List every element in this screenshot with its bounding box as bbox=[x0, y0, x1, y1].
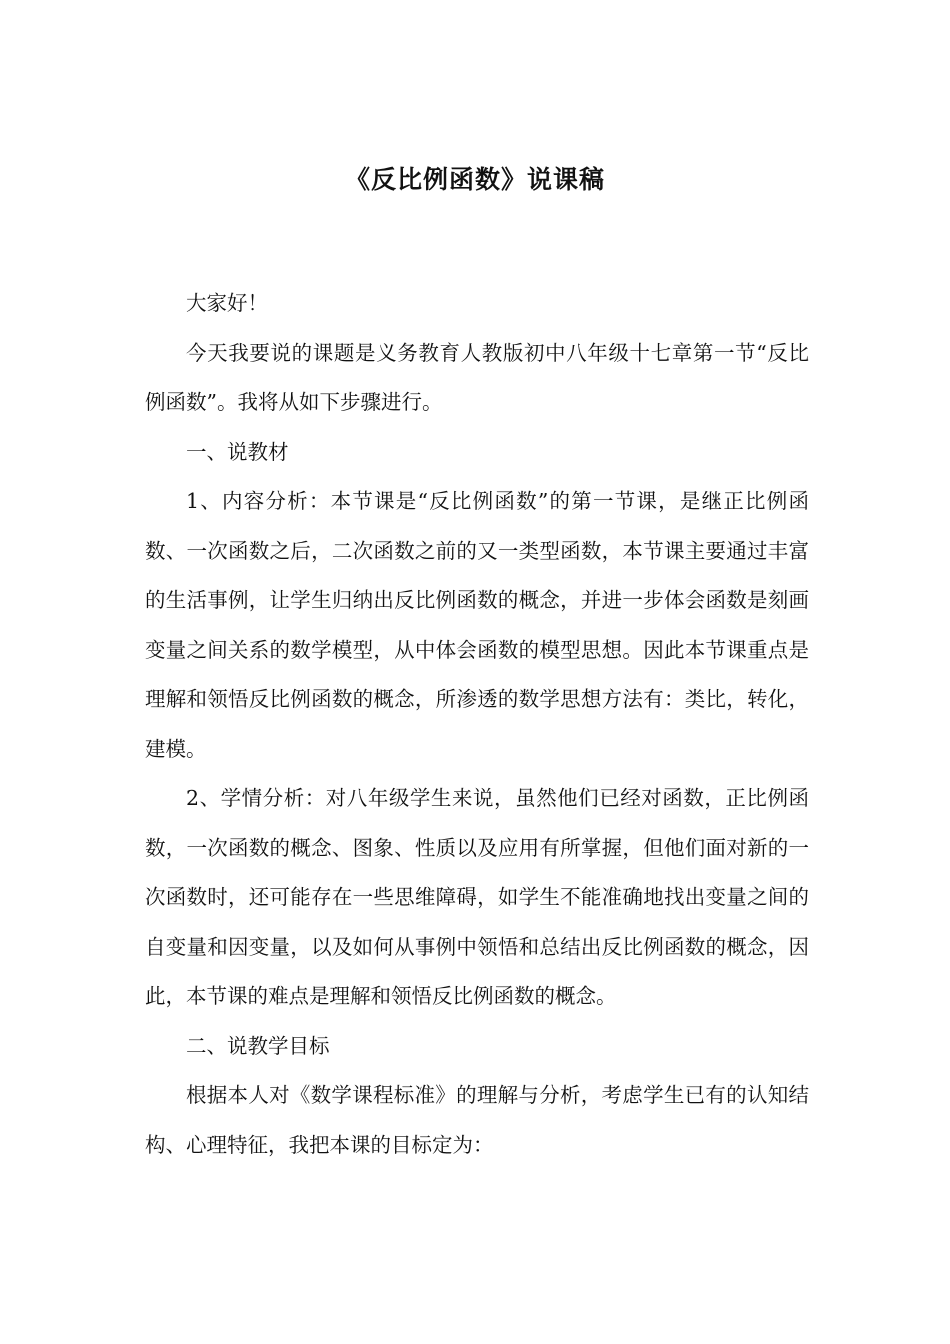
student-analysis-paragraph: 2、学情分析：对八年级学生来说，虽然他们已经对函数，正比例函数，一次函数的概念、图象、性质以及应用有所掌握，但他们面对新的一次函数时，还可能存在一些思维障碍，如学生不能准确地找出变量之间的自变量和因变量，以及如何从事例中领悟和总结出反比例函数的概念，因此，本节课的难点是理解和领悟反比例函数的概念。 bbox=[145, 786, 809, 1008]
intro-paragraph: 今天我要说的课题是义务教育人教版初中八年级十七章第一节“反比例函数”。我将从如下步骤进行。 bbox=[145, 340, 809, 414]
objectives-intro-paragraph: 根据本人对《数学课程标准》的理解与分析，考虑学生已有的认知结构、心理特征，我把本课的目标定为： bbox=[145, 1083, 809, 1157]
greeting-paragraph: 大家好！ bbox=[186, 291, 268, 315]
content-analysis-paragraph: 1、内容分析：本节课是“反比例函数”的第一节课，是继正比例函数、一次函数之后，二次函数之前的又一类型函数，本节课主要通过丰富的生活事例，让学生归纳出反比例函数的概念，并进一步体会函数是刻画变量之间关系的数学模型，从中体会函数的模型思想。因此本节课重点是理解和领悟反比例函数的概念，所渗透的数学思想方法有：类比，转化，建模。 bbox=[145, 489, 809, 761]
document-body bbox=[145, 279, 809, 1170]
section-heading-textbook: 一、说教材 bbox=[186, 439, 289, 464]
section-heading-objectives: 二、说教学目标 bbox=[186, 1033, 330, 1058]
document-title: 《反比例函数》说课稿 bbox=[344, 165, 605, 194]
